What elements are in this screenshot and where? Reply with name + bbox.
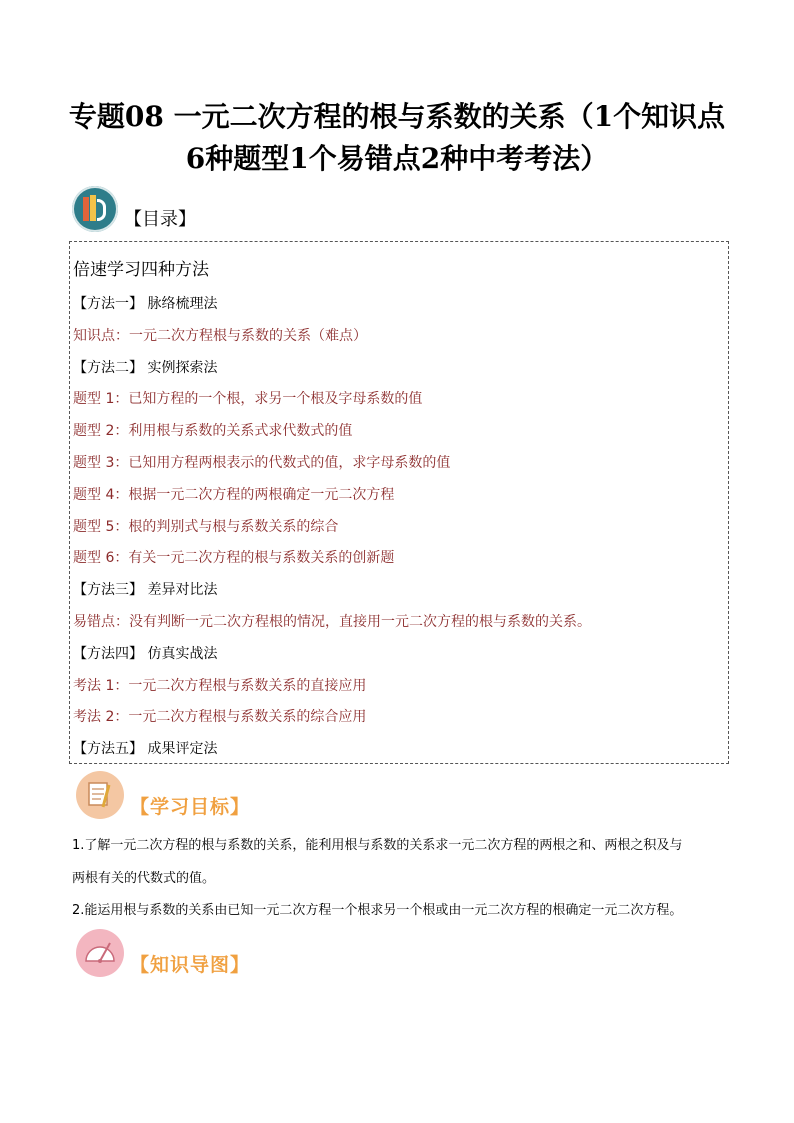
toc-item[interactable]: 考法 2：一元二次方程根与系数关系的综合应用: [73, 709, 367, 725]
toc-item[interactable]: 题型 5：根的判别式与根与系数关系的综合: [73, 519, 339, 535]
toc-item[interactable]: 【方法五】 成果评定法: [73, 741, 218, 757]
goal-line-3: 2.能运用根与系数的关系由已知一元二次方程一个根求另一个根或由一元二次方程的根确定一元二次方程。: [72, 903, 683, 918]
toc-box: [69, 241, 729, 764]
toc-item[interactable]: 【方法一】 脉络梳理法: [73, 296, 218, 312]
toc-item[interactable]: 【方法二】 实例探索法: [73, 360, 218, 376]
toc-item[interactable]: 【方法三】 差异对比法: [73, 582, 218, 598]
knowledge-map-label: 【知识导图】: [130, 954, 251, 976]
toc-label: 【目录】: [124, 209, 196, 230]
toc-item[interactable]: 题型 4：根据一元二次方程的两根确定一元二次方程: [73, 487, 395, 503]
toc-item[interactable]: 题型 2：利用根与系数的关系式求代数式的值: [73, 423, 353, 439]
goals-label: 【学习目标】: [130, 796, 251, 818]
toc-item[interactable]: 考法 1：一元二次方程根与系数关系的直接应用: [73, 678, 367, 694]
toc-item[interactable]: 知识点：一元二次方程根与系数的关系（难点）: [73, 328, 367, 344]
goal-line-2: 两根有关的代数式的值。: [72, 871, 216, 886]
toc-item[interactable]: 【方法四】 仿真实战法: [73, 646, 218, 662]
protractor-icon: [76, 929, 124, 977]
toc-item[interactable]: 题型 1：已知方程的一个根，求另一个根及字母系数的值: [73, 391, 423, 407]
toc-item[interactable]: 题型 6：有关一元二次方程的根与系数关系的创新题: [73, 550, 395, 566]
goals-header: [76, 770, 250, 819]
toc-item[interactable]: 易错点：没有判断一元二次方程根的情况，直接用一元二次方程的根与系数的关系。: [73, 614, 591, 630]
knowledge-map-header: [76, 928, 250, 977]
toc-item[interactable]: 题型 3：已知用方程两根表示的代数式的值，求字母系数的值: [73, 455, 451, 471]
toc-heading: 倍速学习四种方法: [73, 260, 209, 280]
toc-header: [72, 186, 196, 232]
goal-line-1: 1.了解一元二次方程的根与系数的关系，能利用根与系数的关系求一元二次方程的两根之和、两根之积及与: [72, 838, 683, 853]
notebook-pencil-icon: [76, 771, 124, 819]
page-title: 专题08 一元二次方程的根与系数的关系（1个知识点6种题型1个易错点2种中考考法）: [68, 100, 726, 175]
books-icon: [72, 186, 118, 232]
